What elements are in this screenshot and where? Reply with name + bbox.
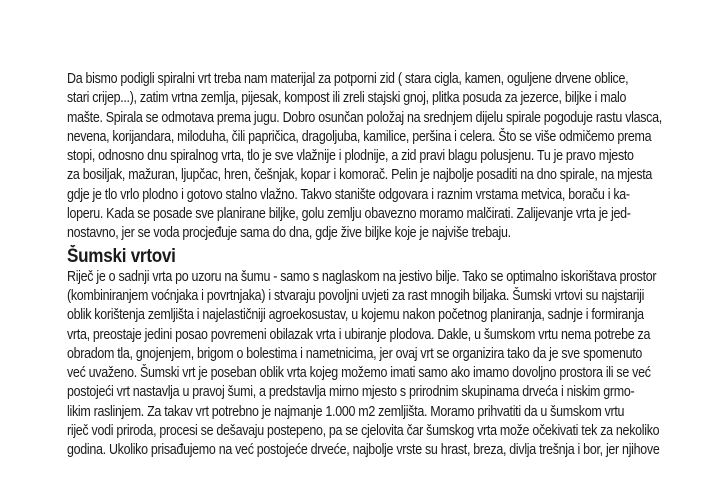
text-line: obradom tla, gnojenjem, brigom o bolestima i nametnicima, jer ovaj vrt se organizira tako da je sve spomenuto bbox=[67, 345, 643, 362]
text-line: loperu. Kada se posade sve planirane biljke, golu zemlju obavezno moramo malčirati. Zalijevanje vrta je jed- bbox=[67, 206, 631, 223]
text-line: mašte. Spirala se odmotava prema jugu. Dobro osunčan položaj na srednjem dijelu spirale pogoduje rastu vlasca, bbox=[67, 109, 662, 126]
text-line: godina. Ukoliko prisađujemo na već postojeće drveće, najbolje vrste su hrast, breza, divlja trešnja i bor, jer njihove bbox=[67, 442, 660, 459]
paragraph-spiral-garden bbox=[67, 70, 662, 244]
text-line: za bosiljak, mažuran, ljupčac, hren, češnjak, kopar i komorač. Pelin je najbolje posaditi na dno spirale, na mjesta bbox=[67, 167, 653, 184]
text-line: stari crijep...), zatim vrtna zemlja, pijesak, kompost ili zreli stajski gnoj, plitka posuda za jezerce, biljke i malo bbox=[67, 90, 627, 107]
text-line: već uvaženo. Šumski vrt je poseban oblik vrta kojeg možemo imati samo ako imamo dovoljno prostora ili se već bbox=[67, 365, 651, 382]
section-heading: Šumski vrtovi bbox=[67, 245, 176, 267]
text-line: riječ vodi priroda, procesi se dešavaju postepeno, pa se cjelovita čar šumskog vrta može očekivati tek za nekoliko bbox=[67, 423, 660, 440]
text-line: oblik korištenja zemljišta i najelastičniji agroekosustav, u kojemu nakon početnog planiranja, sadnje i formiranja bbox=[67, 307, 644, 324]
text-line: vrta, preostaje jedini posao povremeni obilazak vrta i ubiranje plodova. Dakle, u šumskom vrtu nema potrebe za bbox=[67, 326, 651, 343]
text-line: postojeći vrt nastavlja u pravoj šumi, a predstavlja mirno mjesto s prirodnim skupinama drveća i niskim grmo- bbox=[67, 384, 635, 401]
text-line: (kombiniranjem voćnjaka i povrtnjaka) i stvaraju povoljni uvjeti za rast mnogih biljaka. Šumski vrtovi su najstariji bbox=[67, 287, 645, 304]
text-line: gdje je tlo vrlo plodno i gotovo stalno vlažno. Takvo stanište odgovara i raznim vrstama metvica, boraču i ka- bbox=[67, 186, 630, 203]
text-line: nevena, korijandara, miloduha, čili papričica, dragoljuba, kamilice, peršina i celera. Što se više odmičemo prema bbox=[67, 128, 652, 145]
text-line: Da bismo podigli spiralni vrt treba nam materijal za potporni zid ( stara cigla, kamen, oguljene drvene oblice, bbox=[67, 71, 629, 87]
paragraph-forest-gardens bbox=[67, 268, 660, 461]
document-page bbox=[67, 70, 662, 461]
text-line: stopi, odnosno dnu spiralnog vrta, tlo je sve vlažnije i plodnije, a zid pravi blagu polusjenu. Tu je pravo mjesto bbox=[67, 148, 634, 165]
text-line: likim raslinjem. Za takav vrt potrebno je najmanje 1.000 m2 zemljišta. Moramo prihvatiti da u šumskom vrtu bbox=[67, 403, 625, 420]
text-line: Riječ je o sadnji vrta po uzoru na šumu - samo s naglaskom na jestivo bilje. Tako se optimalno iskorištava prostor bbox=[67, 268, 657, 285]
text-line: nostavno, jer se voda procjeđuje sama do dna, gdje žive biljke koje je najviše trebaju. bbox=[67, 225, 511, 242]
